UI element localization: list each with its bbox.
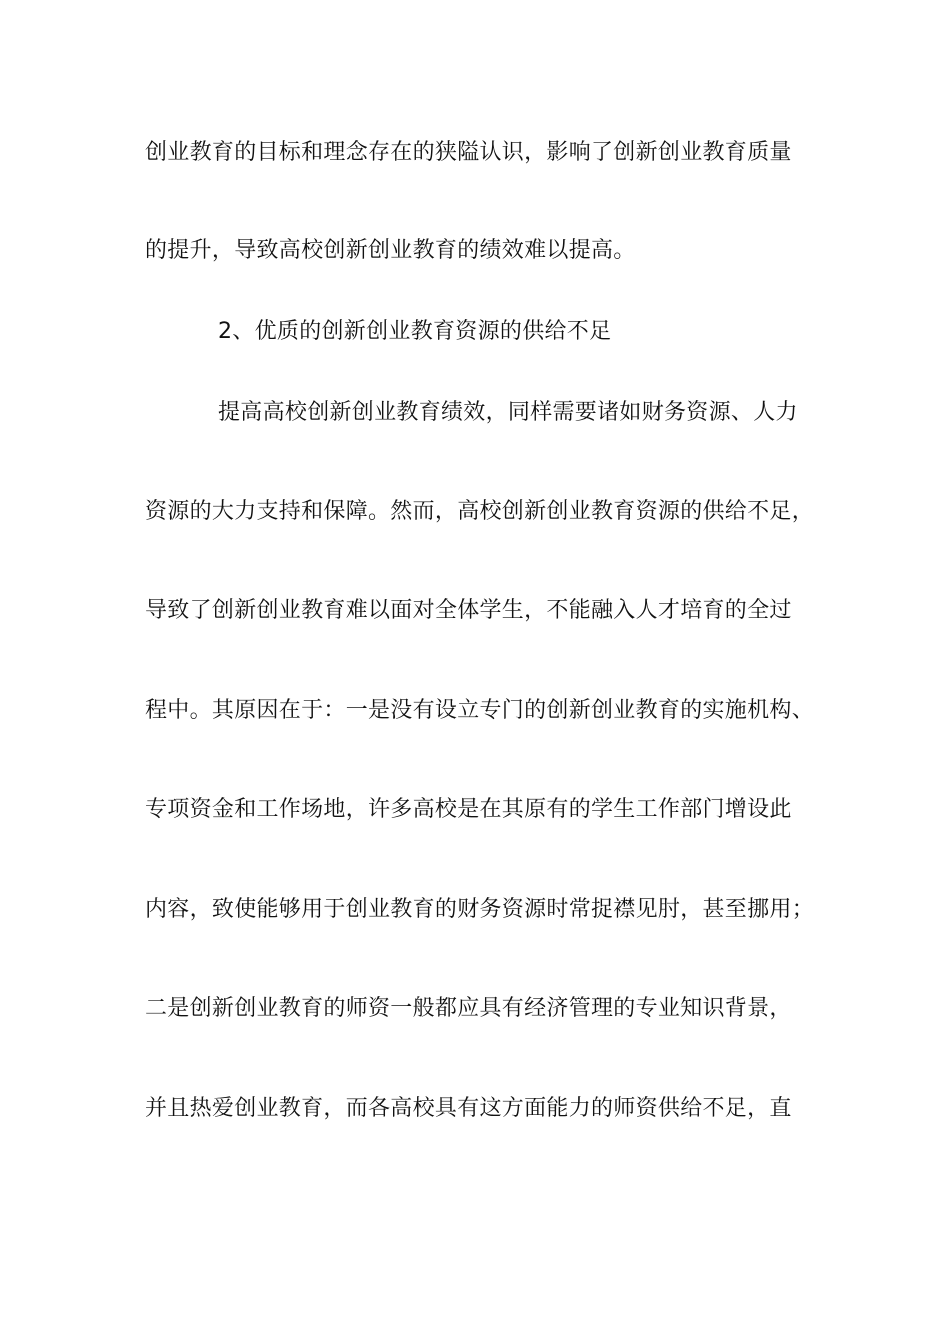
paragraph-line: 内容，致使能够用于创业教育的财务资源时常捉襟见肘，甚至挪用；: [145, 897, 815, 922]
paragraph-line: 二是创新创业教育的师资一般都应具有经济管理的专业知识背景，: [145, 996, 792, 1021]
section-heading: 2、优质的创新创业教育资源的供给不足: [218, 319, 612, 344]
paragraph-line: 创业教育的目标和理念存在的狭隘认识，影响了创新创业教育质量: [145, 140, 792, 165]
paragraph-line: 的提升，导致高校创新创业教育的绩效难以提高。: [145, 238, 636, 263]
paragraph-line: 资源的大力支持和保障。然而，高校创新创业教育资源的供给不足，: [145, 499, 815, 524]
paragraph-line: 程中。其原因在于：一是没有设立专门的创新创业教育的实施机构、: [145, 698, 815, 723]
paragraph-line: 并且热爱创业教育，而各高校具有这方面能力的师资供给不足，直: [145, 1096, 792, 1121]
paragraph-line: 专项资金和工作场地，许多高校是在其原有的学生工作部门增设此: [145, 797, 792, 822]
paragraph-line: 提高高校创新创业教育绩效，同样需要诸如财务资源、人力: [218, 400, 798, 425]
paragraph-line: 导致了创新创业教育难以面对全体学生，不能融入人才培育的全过: [145, 598, 792, 623]
